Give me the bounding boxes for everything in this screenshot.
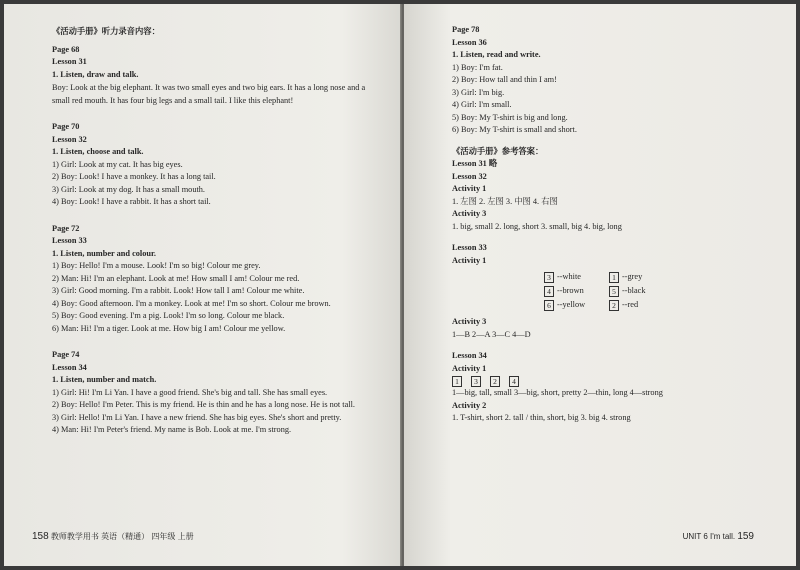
- transcript-line: 4) Boy: Good afternoon. I'm a monkey. Look at me! I'm so short. Colour me brown.: [52, 298, 331, 308]
- section-page-68: [52, 44, 382, 108]
- lesson-title: Lesson 33: [52, 236, 87, 245]
- colour-answer: 3 --white: [544, 271, 581, 284]
- colour-answer: 1 --grey: [609, 271, 642, 284]
- right-column: [452, 24, 772, 425]
- activity-answer: 1. T-shirt, short 2. tall / thin, short, big 3. big 4. strong: [452, 413, 631, 422]
- transcript-line: 6) Boy: My T-shirt is small and short.: [452, 125, 577, 134]
- lesson-31-answer: Lesson 31 略: [452, 159, 498, 168]
- number-box: 4: [509, 376, 519, 387]
- transcript-line: 2) Boy: Hello! I'm Peter. This is my friend. He is thin and he has a long nose. He is not tall.: [52, 400, 355, 409]
- page-ref: Page 72: [52, 223, 80, 233]
- transcript-line: 3) Girl: Look at my dog. It has a small mouth.: [52, 184, 206, 194]
- section-page-78: [452, 24, 772, 137]
- lesson-title: Lesson 31: [52, 57, 87, 66]
- lesson-title: Lesson 34: [452, 351, 487, 360]
- number-box: 4: [544, 286, 554, 297]
- activity-title: Activity 3: [452, 317, 487, 326]
- lesson-33-answers: [452, 242, 772, 341]
- transcript-line: 1) Girl: Look at my cat. It has big eyes.: [52, 159, 183, 169]
- task-title: 1. Listen, number and match.: [52, 375, 157, 384]
- activity-title: Activity 2: [452, 400, 487, 410]
- number-box: 2: [490, 376, 500, 387]
- lesson-title: Lesson 36: [452, 37, 487, 47]
- activity-title: Activity 1: [452, 363, 487, 373]
- activity-answer: 1. big, small 2. long, short 3. small, big 4. big, long: [452, 221, 622, 231]
- lesson-title: Lesson 32: [52, 134, 87, 144]
- book-title: 教师教学用书 英语（精通） 四年级 上册: [50, 532, 194, 541]
- number-box: 3: [471, 376, 481, 387]
- transcript-line: 2) Man: Hi! I'm an elephant. Look at me! How small I am! Colour me red.: [52, 273, 300, 283]
- transcript-line: 3) Girl: Hello! I'm Li Yan. I have a new friend. She has big eyes. She's short and pretty.: [52, 412, 342, 422]
- number-box: 1: [609, 272, 619, 283]
- transcript-line: 1) Boy: Hello! I'm a mouse. Look! I'm so big! Colour me grey.: [52, 261, 261, 270]
- right-page: [404, 4, 796, 566]
- colour-answer: 4 --brown: [544, 285, 584, 298]
- section-page-70: [52, 121, 382, 209]
- activity-answer: 1. 左图 2. 左图 3. 中图 4. 右图: [452, 196, 558, 206]
- number-box-row: [452, 376, 772, 387]
- lesson-34-answers: [452, 350, 772, 425]
- transcript-line: 4) Girl: I'm small.: [452, 100, 512, 109]
- number-box: 3: [544, 272, 554, 283]
- transcript-line: 5) Boy: Good evening. I'm a pig. Look! I'm so long. Colour me black.: [52, 311, 285, 320]
- colour-answer-grid: [452, 269, 772, 311]
- activity-title: Activity 1: [452, 184, 487, 193]
- colour-answer: 5 --black: [609, 285, 646, 298]
- lesson-title: Lesson 32: [452, 171, 487, 181]
- activity-answer: 1—B 2—A 3—C 4—D: [452, 329, 531, 339]
- left-footer: [32, 531, 194, 542]
- activity-title: Activity 1: [452, 255, 487, 265]
- activity-answer: 1—big, tall, small 3—big, short, pretty 2—thin, long 4—strong: [452, 388, 663, 397]
- transcript-line: 1) Boy: I'm fat.: [452, 62, 503, 72]
- left-page: [4, 4, 402, 566]
- colour-answer: 2 --red: [609, 299, 638, 312]
- right-footer: [683, 531, 754, 542]
- number-box: 6: [544, 300, 554, 311]
- page-number: 159: [737, 531, 754, 542]
- number-box: 2: [609, 300, 619, 311]
- transcript-line: 5) Boy: My T-shirt is big and long.: [452, 112, 568, 122]
- transcript-line: 3) Girl: I'm big.: [452, 87, 505, 97]
- task-title: 1. Listen, read and write.: [452, 50, 541, 59]
- answers-heading: 《活动手册》参考答案：: [452, 146, 544, 156]
- task-title: 1. Listen, number and colour.: [52, 248, 156, 258]
- page-ref: Page 78: [452, 25, 480, 34]
- task-title: 1. Listen, draw and talk.: [52, 69, 139, 79]
- section-page-74: [52, 349, 382, 437]
- number-box: 5: [609, 286, 619, 297]
- page-ref: Page 70: [52, 122, 80, 131]
- page-number: 158: [32, 531, 49, 542]
- transcript-line: 2) Boy: Look! I have a monkey. It has a long tail.: [52, 172, 216, 181]
- task-title: 1. Listen, choose and talk.: [52, 147, 144, 156]
- section-page-72: [52, 223, 382, 336]
- activity-title: Activity 3: [452, 209, 487, 218]
- transcript-paragraph: Boy: Look at the big elephant. It was two small eyes and two big ears. It has a long nose and a small red mouth. It has four big legs and a small tail. I like this elephant!: [52, 83, 366, 105]
- transcript-line: 1) Girl: Hi! I'm Li Yan. I have a good friend. She's big and tall. She has small eyes.: [52, 387, 328, 397]
- transcript-line: 3) Girl: Good morning. I'm a rabbit. Look! How tall I am! Colour me white.: [52, 286, 305, 295]
- transcript-line: 4) Boy: Look! I have a rabbit. It has a short tail.: [52, 197, 211, 206]
- transcript-line: 4) Man: Hi! I'm Peter's friend. My name is Bob. Look at me. I'm strong.: [52, 425, 292, 434]
- transcript-line: 2) Boy: How tall and thin I am!: [452, 75, 557, 84]
- colour-answer: 6 --yellow: [544, 299, 585, 312]
- number-box: 1: [452, 376, 462, 387]
- page-ref: Page 74: [52, 350, 80, 359]
- transcript-line: 6) Man: Hi! I'm a tiger. Look at me. How big I am! Colour me yellow.: [52, 323, 286, 333]
- page-ref: Page 68: [52, 44, 80, 54]
- left-column: [52, 26, 382, 437]
- listening-heading: 《活动手册》听力录音内容：: [52, 27, 160, 36]
- lesson-32-answers: [452, 171, 772, 234]
- lesson-title: Lesson 33: [452, 243, 487, 252]
- unit-title: UNIT 6 I'm tall.: [682, 532, 736, 541]
- lesson-title: Lesson 34: [52, 362, 87, 372]
